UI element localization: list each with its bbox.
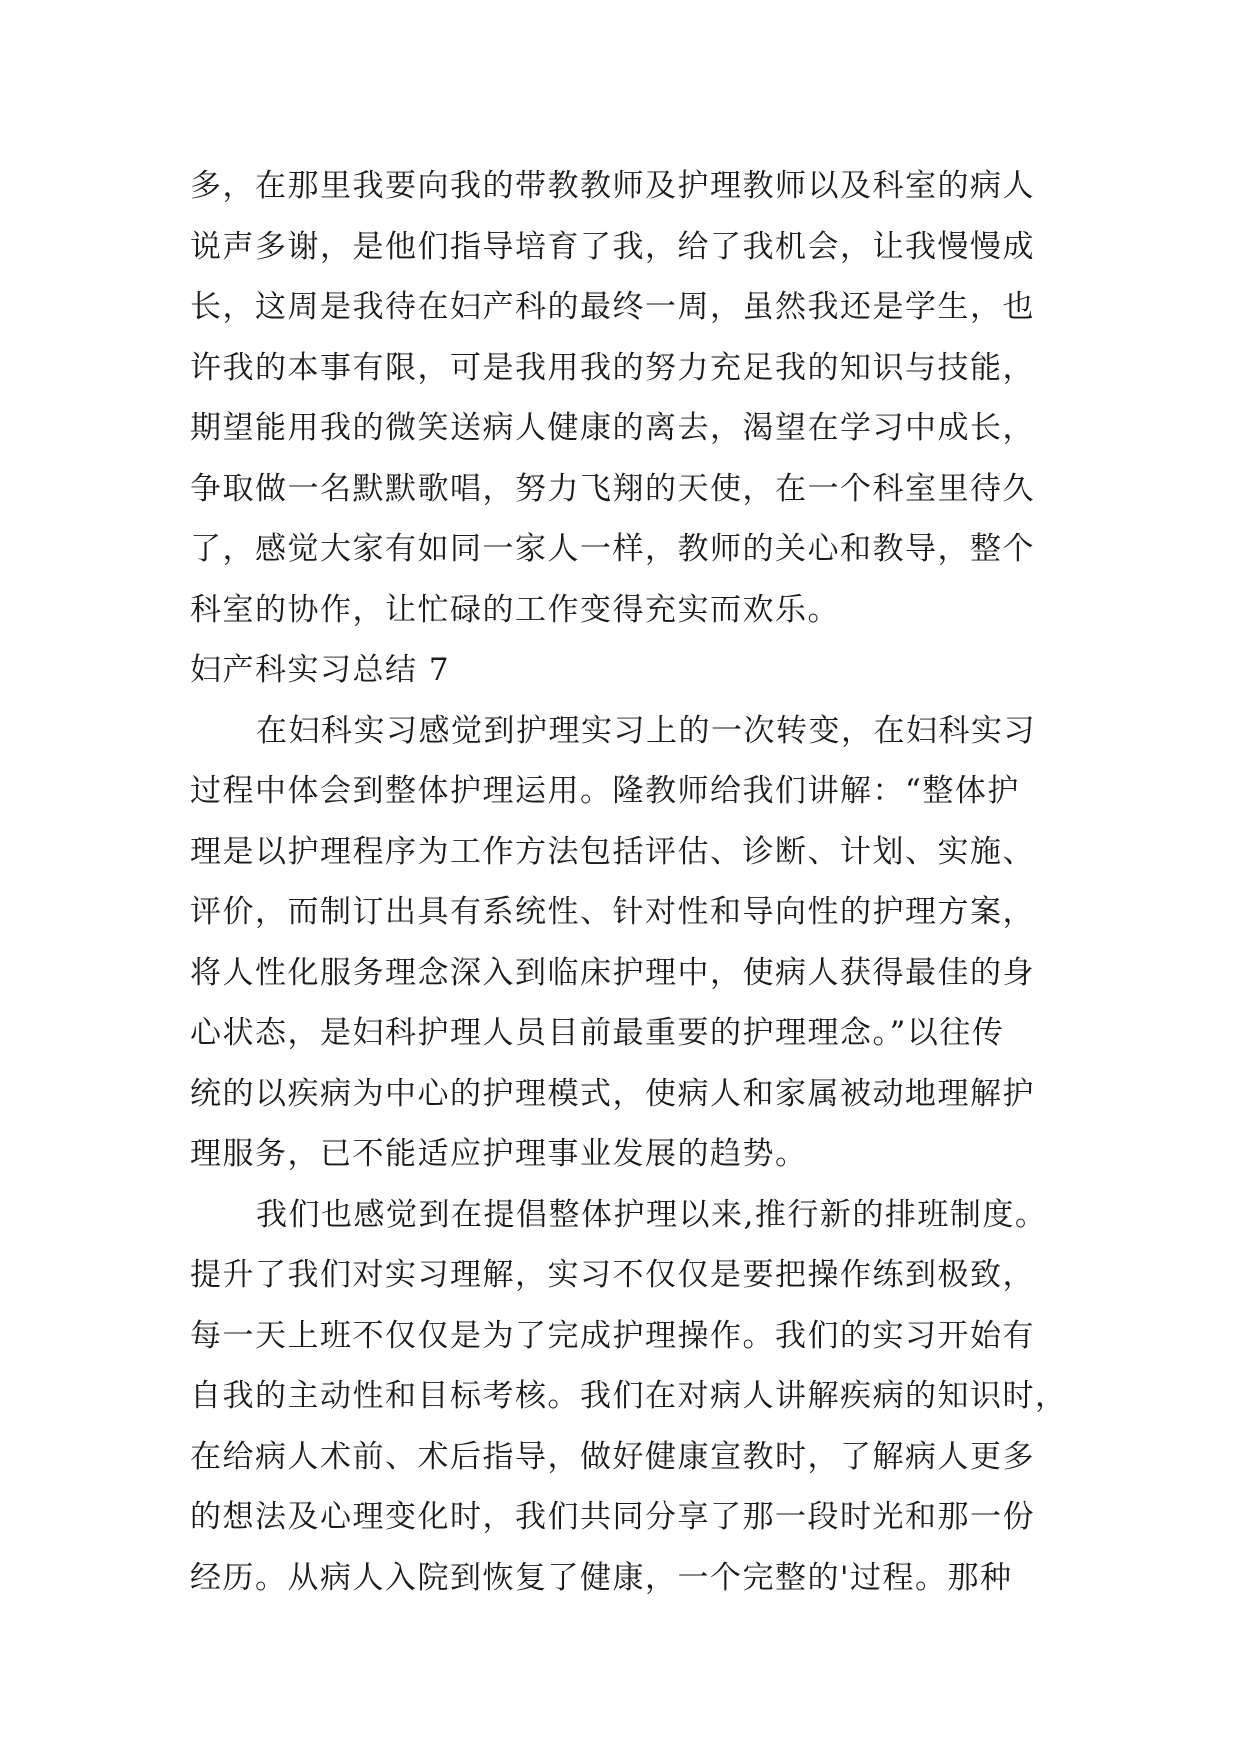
text-line: 经历。从病人入院到恢复了健康，一个完整的'过程。那种 [190, 1559, 1013, 1596]
text-line: 评价，而制订出具有系统性、针对性和导向性的护理方案， [190, 894, 1035, 930]
text-line: 理服务，已不能适应护理事业发展的趋势。 [190, 1136, 808, 1172]
document-body [190, 156, 1068, 1608]
text-line: 多，在那里我要向我的带教教师及护理教师以及科室的病人 [190, 168, 1035, 204]
paragraph-1 [190, 156, 1060, 640]
text-line: 许我的本事有限，可是我用我的努力充足我的知识与技能， [190, 349, 1035, 386]
text-line: 在妇科实习感觉到护理实习上的一次转变，在妇科实习 [256, 712, 1036, 749]
section-heading: 妇产科实习总结 7 [190, 652, 451, 688]
paragraph-2 [190, 701, 1060, 1185]
text-line: 说声多谢，是他们指导培育了我，给了我机会，让我慢慢成 [190, 228, 1035, 265]
text-line: 将人性化服务理念深入到临床护理中，使病人获得最佳的身 [190, 954, 1035, 991]
text-line: 自我的主动性和目标考核。我们在对病人讲解疾病的知识时， [190, 1378, 1068, 1414]
text-line: 提升了我们对实习理解，实习不仅仅是要把操作练到极致， [190, 1257, 1035, 1293]
text-line: 每一天上班不仅仅是为了完成护理操作。我们的实习开始有 [190, 1317, 1035, 1354]
text-line: 的想法及心理变化时，我们共同分享了那一段时光和那一份 [190, 1499, 1035, 1535]
text-line: 在给病人术前、术后指导，做好健康宣教时，了解病人更多 [190, 1438, 1035, 1475]
text-line: 期望能用我的微笑送病人健康的离去，渴望在学习中成长， [190, 410, 1035, 446]
text-line: 科室的协作，让忙碌的工作变得充实而欢乐。 [190, 591, 840, 628]
text-line: 我们也感觉到在提倡整体护理以来,推行新的排班制度。 [256, 1196, 1048, 1233]
text-line: 统的以疾病为中心的护理模式，使病人和家属被动地理解护 [190, 1075, 1035, 1112]
paragraph-3 [190, 1185, 1068, 1609]
text-line: 长，这周是我待在妇产科的最终一周，虽然我还是学生，也 [190, 289, 1035, 325]
text-line: 了，感觉大家有如同一家人一样，教师的关心和教导，整个 [190, 531, 1035, 567]
text-line: 争取做一名默默歌唱，努力飞翔的天使，在一个科室里待久 [190, 470, 1035, 507]
text-line: 心状态，是妇科护理人员目前最重要的护理理念。”以往传 [190, 1015, 1005, 1051]
text-line: 理是以护理程序为工作方法包括评估、诊断、计划、实施、 [190, 833, 1035, 870]
text-line: 过程中体会到整体护理运用。隆教师给我们讲解：“整体护 [190, 773, 1020, 809]
